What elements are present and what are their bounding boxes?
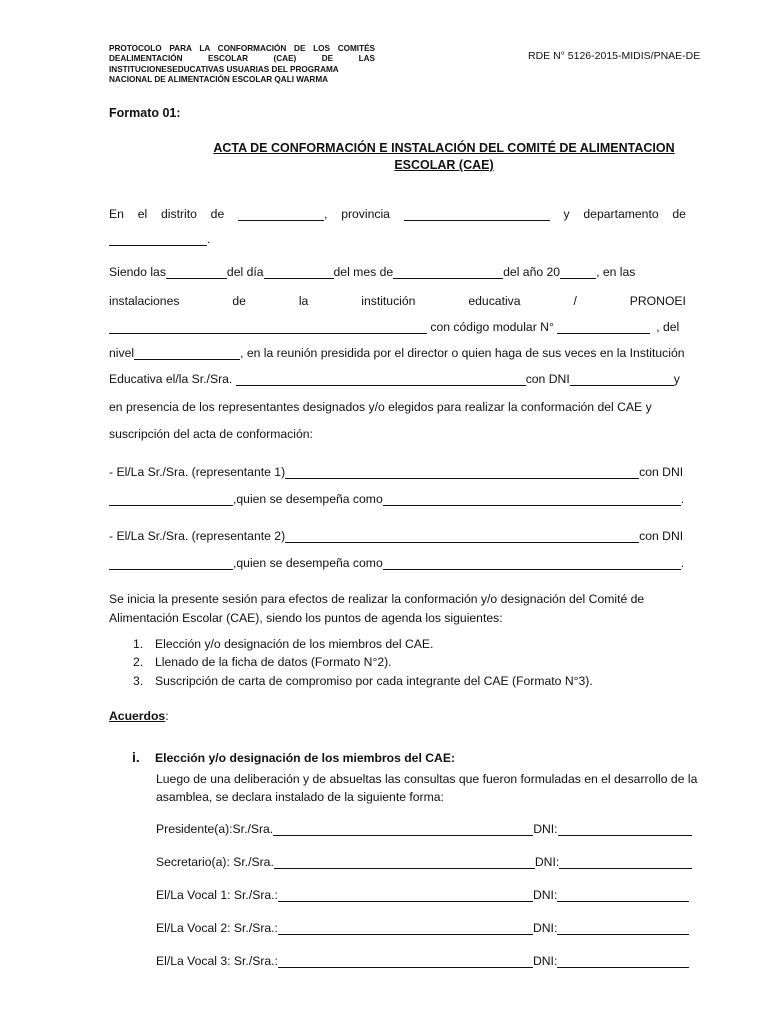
member-row-president: Presidente(a):Sr./Sra. DNI: (156, 822, 686, 836)
modular-code-field[interactable] (557, 320, 650, 334)
session-line-1: Se inicia la presente sesión para efectos de realizar la conformación y/o designación del Comité de (109, 592, 645, 606)
year-field[interactable] (560, 265, 596, 279)
department-line: . (109, 232, 210, 246)
vocal-3-dni-field[interactable] (557, 954, 689, 968)
section-i-heading: i. Elección y/o designación de los miembros del CAE: (132, 749, 456, 765)
representative-1-role-line: ,quien se desempeña como . (109, 492, 686, 506)
representative-2-role-line: ,quien se desempeña como . (109, 556, 686, 570)
director-name-field[interactable] (236, 372, 526, 386)
representative-2-name-field[interactable] (285, 529, 639, 543)
member-row-vocal-1: El/La Vocal 1: Sr./Sra.: DNI: (156, 888, 686, 902)
document-title: ACTA DE CONFORMACIÓN E INSTALACIÓN DEL COMITÉ DE ALIMENTACION ESCOLAR (CAE) (213, 141, 675, 172)
acuerdos-heading: Acuerdos: (109, 709, 169, 723)
director-dni-field[interactable] (570, 372, 674, 386)
president-name-field[interactable] (273, 822, 533, 836)
district-field[interactable]: , (238, 207, 327, 221)
header-line-2: DEALIMENTACIÓN ESCOLAR (CAE) DE LAS (109, 54, 375, 64)
presence-line: en presencia de los representantes designados y/o elegidos para realizar la conformación del CAE y (109, 400, 652, 414)
header-line-1: PROTOCOLO PARA LA CONFORMACIÓN DE LOS COMITÉS (109, 44, 375, 53)
vocal-3-name-field[interactable] (278, 954, 533, 968)
agenda-item: 1. Elección y/o designación de los miembros del CAE. (133, 637, 434, 651)
day-field[interactable] (264, 265, 334, 279)
institution-line: instalaciones de la institución educativa / PRONOEI (109, 294, 686, 308)
director-line: Educativa el/la Sr./Sra. con DNI y (109, 372, 680, 386)
representative-2-line: - El/La Sr./Sra. (representante 2) con DNI (109, 529, 684, 543)
agenda-item: 3. Suscripción de carta de compromiso por cada integrante del CAE (Formato N°3). (133, 674, 593, 688)
deliberation-line-2: asamblea, se declara instalado de la siguiente forma: (156, 790, 444, 804)
location-line: En el distrito de , provincia y departamento de (109, 207, 686, 221)
member-row-secretary: Secretario(a): Sr./Sra. DNI: (156, 855, 686, 869)
rde-reference: RDE N° 5126-2015-MIDIS/PNAE-DE (528, 50, 701, 62)
subscription-line: suscripción del acta de conformación: (109, 427, 313, 441)
modular-code-line: con código modular N° , del (109, 320, 686, 334)
session-line-2: Alimentación Escolar (CAE), siendo los puntos de agenda los siguientes: (109, 611, 503, 625)
level-line: nivel , en la reunión presidida por el director o quien haga de sus veces en la Institución (109, 346, 685, 360)
institution-name-field[interactable] (109, 320, 427, 334)
representative-1-role-field[interactable] (383, 492, 681, 506)
level-field[interactable] (134, 346, 240, 360)
formato-label: Formato 01: (109, 106, 181, 120)
representative-1-dni-field[interactable] (109, 492, 233, 506)
hour-field[interactable] (166, 265, 227, 279)
president-dni-field[interactable] (558, 822, 692, 836)
agenda-item: 2. Llenado de la ficha de datos (Formato N°2). (133, 655, 392, 669)
representative-2-dni-field[interactable] (109, 556, 233, 570)
vocal-1-name-field[interactable] (278, 888, 533, 902)
representative-2-role-field[interactable] (383, 556, 681, 570)
province-field[interactable] (404, 207, 550, 221)
representative-1-name-field[interactable] (285, 465, 639, 479)
header-protocol-title (109, 44, 375, 86)
date-line: Siendo las del día del mes de del año 20 , en las (109, 265, 636, 279)
deliberation-line-1: Luego de una deliberación y de absueltas las consultas que fueron formuladas en el desarrollo de la (156, 772, 698, 786)
header-line-3: INSTITUCIONESEDUCATIVAS USUARIAS DEL PROGRAMA (109, 64, 339, 74)
vocal-1-dni-field[interactable] (557, 888, 689, 902)
member-row-vocal-2: El/La Vocal 2: Sr./Sra.: DNI: (156, 921, 686, 935)
month-field[interactable] (393, 265, 503, 279)
department-field[interactable] (109, 232, 207, 246)
header-line-4: NACIONAL DE ALIMENTACIÓN ESCOLAR QALI WARMA (109, 75, 329, 85)
member-row-vocal-3: El/La Vocal 3: Sr./Sra.: DNI: (156, 954, 686, 968)
secretary-dni-field[interactable] (559, 855, 692, 869)
vocal-2-dni-field[interactable] (557, 921, 689, 935)
secretary-name-field[interactable] (274, 855, 535, 869)
representative-1-line: - El/La Sr./Sra. (representante 1) con DNI (109, 465, 684, 479)
vocal-2-name-field[interactable] (278, 921, 533, 935)
